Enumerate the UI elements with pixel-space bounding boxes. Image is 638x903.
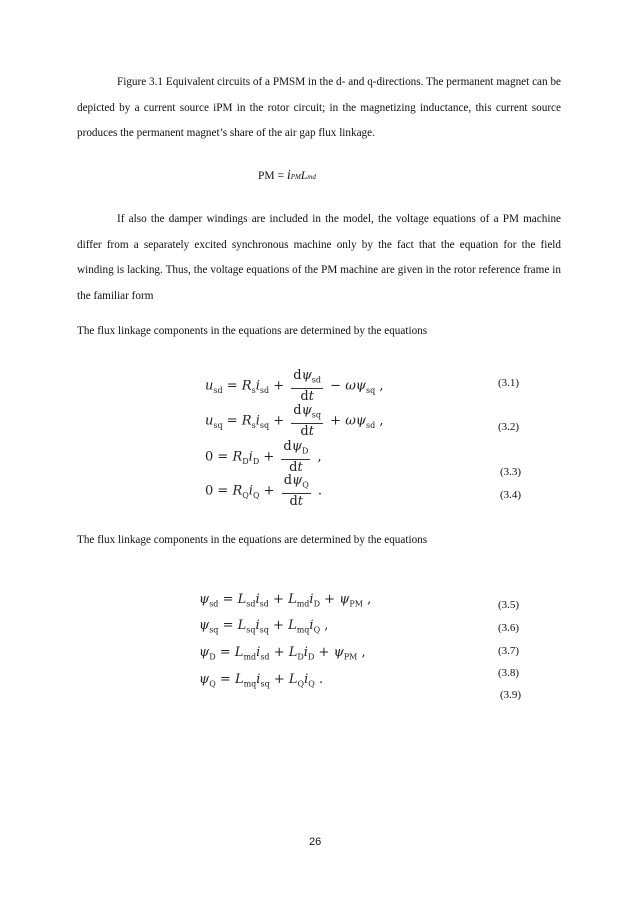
paragraph-voltage-intro: If also the damper windings are included in the model, the voltage equations of a PM machine differ from a separately excited synchronous machine only by the fact that the equation for the field winding is lacking. Thus, the voltage equations of the PM machine are given in the rotor reference frame in the familiar form: [77, 213, 561, 302]
eq-number-3-9: (3.9): [500, 689, 522, 701]
equation-3-8: $\psi_Q = L_{mq}i_{sq} + L_Qi_Q$ .: [199, 672, 324, 689]
paragraph-figure-caption: Figure 3.1 Equivalent circuits of a PMSM in the d- and q-directions. The permanent magnet can be depicted by a current source iPM in the rotor circuit; in the magnetizing inductance, this current source produces the permanent magnet’s share of the air gap flux linkage.: [77, 76, 561, 139]
equation-3-4: $0 = R_Qi_Q$ + $\frac{d\psi_Q}{dt}$ .: [205, 473, 323, 509]
paragraph-flux-intro-1: The flux linkage components in the equations are determined by the equations: [77, 325, 428, 337]
eq-number-3-2: (3.2): [498, 421, 520, 433]
equation-3-5: $\psi_{sd} = L_{sd}i_{sd} + L_{md}i_D + \psi_{PM}$ ,: [199, 592, 372, 609]
eq-number-3-5: (3.5): [498, 599, 520, 611]
eq-number-3-4: (3.4): [500, 489, 522, 501]
formula-pm-lhs: PM =: [258, 170, 284, 182]
formula-pm-L-sub: md: [307, 173, 316, 181]
eq-number-3-6: (3.6): [498, 622, 520, 634]
equation-3-3: $0 = R_Di_D$ + $\frac{d\psi_D}{dt}$ ,: [205, 439, 322, 475]
eq-number-3-8: (3.8): [498, 667, 520, 679]
paragraph-flux-intro-2: The flux linkage components in the equations are determined by the equations: [77, 534, 428, 546]
equation-3-1: $u_{sd} = R_si_{sd}$ + $\frac{d\psi_{sd}}{dt}$ − $\omega\psi_{sq}$ ,: [205, 368, 384, 404]
equation-3-6: $\psi_{sq} = L_{sq}i_{sq} + L_{mq}i_Q$ ,: [199, 618, 329, 635]
formula-pm: [258, 168, 316, 184]
page-number: 26: [309, 836, 322, 848]
equation-3-2: $u_{sq} = R_si_{sq}$ + $\frac{d\psi_{sq}}{dt}$ + $\omega\psi_{sd}$ ,: [205, 403, 384, 439]
eq-number-3-7: (3.7): [498, 645, 520, 657]
eq-number-3-1: (3.1): [498, 377, 520, 389]
formula-pm-i-sub: PM: [290, 173, 301, 181]
formula-pm-L: L: [300, 170, 308, 182]
formula-pm-i: i: [286, 168, 291, 183]
equation-3-7: $\psi_D = L_{md}i_{sd} + L_Di_D + \psi_{PM}$ ,: [199, 645, 366, 662]
eq-number-3-3: (3.3): [500, 466, 522, 478]
